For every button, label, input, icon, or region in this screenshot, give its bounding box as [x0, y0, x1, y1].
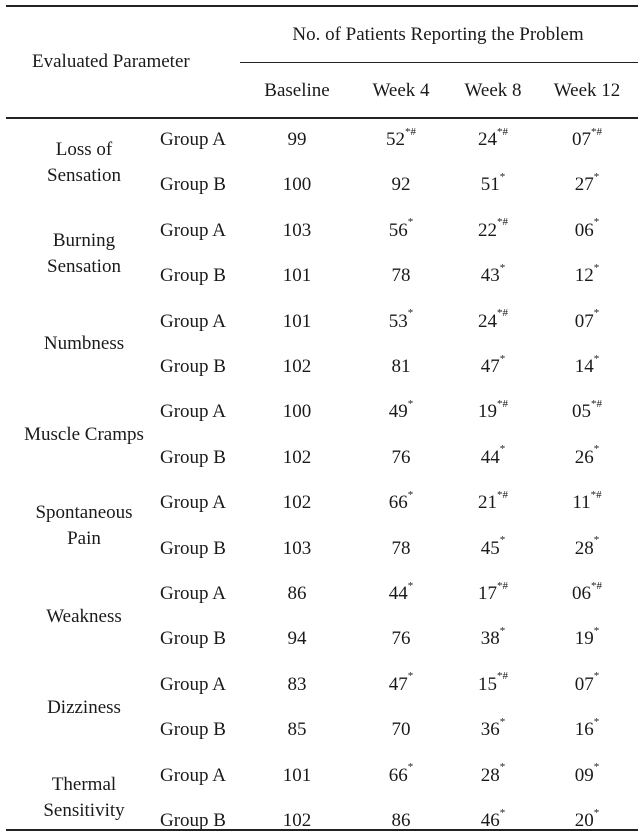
cell-value: 24 [478, 129, 497, 150]
table-cell [574, 806, 600, 832]
table-cell [574, 171, 600, 196]
table-cell [392, 538, 411, 560]
significance-marker: * [499, 443, 506, 456]
table-cell [283, 174, 312, 196]
parameter-label [47, 695, 121, 721]
bottom-rule [6, 829, 638, 831]
significance-marker: * [499, 261, 506, 274]
table-cell [574, 534, 600, 560]
significance-marker: * [593, 443, 600, 456]
parameter-label-line: Numbness [43, 333, 125, 355]
group-label: Group A [160, 764, 226, 786]
cell-value: 100 [282, 174, 312, 196]
table-cell [478, 125, 508, 151]
significance-marker: * [407, 307, 414, 320]
cell-value: 103 [282, 219, 312, 241]
group-label: Group A [160, 219, 226, 241]
cell-value: 101 [282, 310, 312, 332]
table-cell [392, 628, 411, 650]
table-cell [478, 579, 508, 605]
table-cell [388, 670, 414, 696]
column-header-baseline: Baseline [264, 80, 330, 101]
parameter-label-line: Dizziness [47, 696, 121, 718]
cell-value: 52 [386, 129, 405, 150]
cell-value: 09 [574, 764, 594, 786]
table-cell [478, 216, 508, 242]
cell-value: 06 [574, 219, 594, 241]
group-label: Group A [160, 583, 226, 604]
significance-marker: * [593, 261, 600, 274]
group-label: Group B [160, 174, 226, 196]
significance-marker: * [499, 534, 506, 547]
significance-marker: * [499, 806, 506, 819]
table-cell [478, 670, 508, 696]
significance-marker: * [593, 307, 600, 320]
table-cell [480, 443, 506, 469]
cell-value: 17 [478, 583, 497, 604]
table-cell [392, 447, 411, 469]
cell-value: 05 [572, 401, 591, 423]
significance-marker: * [593, 534, 600, 547]
significance-marker: * [499, 352, 506, 365]
table-cell [574, 625, 600, 650]
table-cell [480, 715, 506, 741]
significance-marker: *# [497, 216, 508, 229]
table-cell [283, 311, 312, 333]
top-rule [6, 5, 638, 7]
table-cell [392, 810, 411, 832]
cell-value: 12 [574, 265, 594, 287]
table-cell [283, 356, 312, 378]
group-label: Group A [160, 310, 226, 332]
cell-value: 21 [478, 492, 497, 514]
cell-value: 07 [574, 673, 594, 695]
parameter-label-line: Sensation [47, 255, 121, 277]
table-cell [572, 398, 602, 423]
cell-value: 86 [287, 583, 307, 604]
table-cell [572, 488, 602, 514]
cell-value: 83 [287, 673, 307, 695]
group-label: Group B [160, 719, 226, 741]
table-cell [392, 174, 411, 196]
table-cell [480, 352, 506, 378]
table-cell [392, 265, 411, 287]
significance-marker: *# [497, 398, 508, 411]
cell-value: 102 [282, 356, 312, 377]
significance-marker: *# [497, 579, 508, 592]
parameter-label [47, 228, 121, 280]
table-cell [283, 447, 312, 469]
significance-marker: *# [497, 488, 508, 501]
cell-value: 16 [574, 719, 594, 741]
cell-value: 49 [388, 401, 408, 423]
table-cell [480, 261, 506, 287]
cell-value: 27 [574, 174, 594, 196]
table-cell [388, 579, 414, 605]
significance-marker: *# [590, 488, 602, 501]
cell-value: 92 [391, 174, 411, 196]
table-cell [288, 628, 307, 650]
significance-marker: * [593, 352, 600, 365]
cell-value: 102 [282, 810, 312, 831]
cell-value: 06 [572, 583, 591, 604]
table-cell [386, 125, 416, 151]
cell-value: 44 [388, 583, 408, 604]
significance-marker: * [407, 670, 414, 683]
parameter-label-line: Burning [52, 229, 116, 251]
cell-value: 47 [480, 356, 500, 377]
significance-marker: * [593, 216, 600, 229]
table-cell [480, 171, 506, 196]
parameter-label [47, 137, 121, 189]
table-cell [480, 761, 506, 787]
cell-value: 56 [388, 219, 408, 241]
significance-marker: *# [591, 579, 602, 592]
column-header-week-4: Week 4 [372, 80, 430, 101]
cell-value: 07 [572, 129, 591, 150]
table-cell [388, 307, 414, 333]
cell-value: 70 [391, 719, 411, 741]
group-label: Group A [160, 673, 226, 695]
significance-marker: *# [497, 125, 508, 138]
cell-value: 102 [282, 492, 312, 514]
cell-value: 78 [391, 265, 411, 287]
parameter-label [44, 331, 124, 357]
group-label: Group B [160, 356, 226, 377]
cell-value: 102 [282, 446, 312, 468]
parameter-label [43, 772, 124, 824]
group-label: Group B [160, 628, 226, 650]
cell-value: 81 [391, 356, 411, 377]
cell-value: 76 [391, 446, 411, 468]
cell-value: 19 [478, 401, 497, 423]
cell-value: 28 [480, 764, 500, 786]
significance-marker: * [499, 715, 506, 728]
cell-value: 86 [391, 810, 411, 831]
cell-value: 66 [388, 492, 408, 514]
significance-marker: *# [591, 398, 602, 411]
column-header-week-8: Week 8 [464, 80, 522, 101]
cell-value: 38 [480, 628, 500, 650]
significance-marker: * [593, 715, 600, 728]
table-cell [478, 398, 508, 423]
cell-value: 15 [478, 673, 497, 695]
table-cell [572, 579, 602, 605]
parameter-label-line: Loss of [55, 138, 113, 160]
significance-marker: *# [591, 125, 602, 138]
table-cell [388, 216, 414, 242]
parameter-label [46, 604, 122, 630]
table-cell [480, 625, 506, 650]
table-cell [574, 670, 600, 696]
table-cell [288, 674, 307, 696]
cell-value: 66 [388, 764, 408, 786]
significance-marker: *# [497, 307, 508, 320]
table-cell [392, 719, 411, 741]
cell-value: 76 [391, 628, 411, 650]
table-cell [574, 443, 600, 469]
group-label: Group B [160, 446, 226, 468]
cell-value: 51 [480, 174, 500, 196]
parameter-label-line: Sensitivity [43, 800, 125, 822]
table-cell [478, 307, 508, 333]
table-cell [283, 765, 312, 787]
cell-value: 94 [287, 628, 307, 650]
cell-value: 46 [480, 810, 500, 831]
cell-value: 11 [572, 492, 591, 514]
group-label: Group B [160, 265, 226, 287]
cell-value: 26 [574, 446, 594, 468]
parameter-label-line: Weakness [46, 605, 122, 627]
table-cell [574, 307, 600, 333]
table-cell [288, 129, 307, 151]
table-cell [478, 488, 508, 514]
significance-marker: * [407, 488, 414, 501]
significance-marker: *# [405, 125, 416, 138]
cell-value: 101 [282, 764, 312, 786]
cell-value: 20 [574, 810, 594, 831]
table-cell [574, 261, 600, 287]
table-cell [574, 216, 600, 242]
table-cell [283, 538, 312, 560]
group-label: Group A [160, 129, 226, 150]
table-cell [574, 761, 600, 787]
cell-value: 43 [480, 265, 500, 287]
patients-reporting-header: No. of Patients Reporting the Problem [292, 24, 584, 45]
group-label: Group B [160, 537, 226, 559]
table-cell [388, 398, 414, 423]
cell-value: 14 [574, 356, 594, 377]
table-cell [283, 220, 312, 242]
group-label: Group A [160, 492, 226, 514]
significance-marker: * [593, 171, 600, 184]
table-cell [480, 806, 506, 832]
header-mid-rule [240, 62, 638, 63]
cell-value: 85 [287, 719, 307, 741]
significance-marker: * [593, 761, 600, 774]
cell-value: 44 [480, 446, 500, 468]
parameter-label-line: Sensation [47, 164, 121, 186]
table-cell [388, 488, 414, 514]
cell-value: 45 [480, 537, 500, 559]
group-label: Group B [160, 810, 226, 831]
significance-marker: * [499, 761, 506, 774]
cell-value: 100 [282, 401, 312, 423]
significance-marker: * [407, 398, 414, 411]
table-cell [388, 761, 414, 787]
table-cell [480, 534, 506, 560]
table-cell [392, 356, 411, 378]
table-cell [283, 810, 312, 832]
cell-value: 78 [391, 537, 411, 559]
parameter-label-line: Thermal [51, 774, 117, 796]
cell-value: 22 [478, 219, 497, 241]
cell-value: 53 [388, 310, 408, 332]
parameter-label [24, 422, 144, 448]
header-bottom-rule [6, 117, 638, 119]
table-cell [283, 265, 312, 287]
cell-value: 36 [480, 719, 500, 741]
table-cell [572, 125, 602, 151]
significance-marker: * [593, 625, 600, 638]
cell-value: 24 [478, 310, 497, 332]
parameter-label-line: Spontaneous [35, 501, 133, 523]
table-cell [288, 719, 307, 741]
parameter-label [35, 500, 132, 552]
parameter-label-line: Muscle Cramps [24, 424, 144, 446]
table-cell [574, 715, 600, 741]
cell-value: 19 [574, 628, 594, 650]
parameter-label-line: Pain [67, 527, 101, 549]
cell-value: 99 [287, 129, 307, 150]
cell-value: 28 [574, 537, 594, 559]
cell-value: 07 [574, 310, 594, 332]
significance-marker: *# [497, 670, 508, 683]
evaluated-parameter-header: Evaluated Parameter [32, 51, 190, 72]
table-cell [574, 352, 600, 378]
table-cell [283, 401, 312, 423]
column-header-week-12: Week 12 [553, 80, 621, 101]
significance-marker: * [499, 625, 506, 638]
cell-value: 101 [282, 265, 312, 287]
significance-marker: * [593, 670, 600, 683]
significance-marker: * [499, 171, 506, 184]
table-cell [288, 583, 307, 605]
significance-marker: * [407, 216, 414, 229]
cell-value: 103 [282, 537, 312, 559]
significance-marker: * [407, 761, 414, 774]
cell-value: 47 [388, 673, 408, 695]
group-label: Group A [160, 401, 226, 423]
table-cell [283, 492, 312, 514]
significance-marker: * [593, 806, 600, 819]
significance-marker: * [407, 579, 414, 592]
